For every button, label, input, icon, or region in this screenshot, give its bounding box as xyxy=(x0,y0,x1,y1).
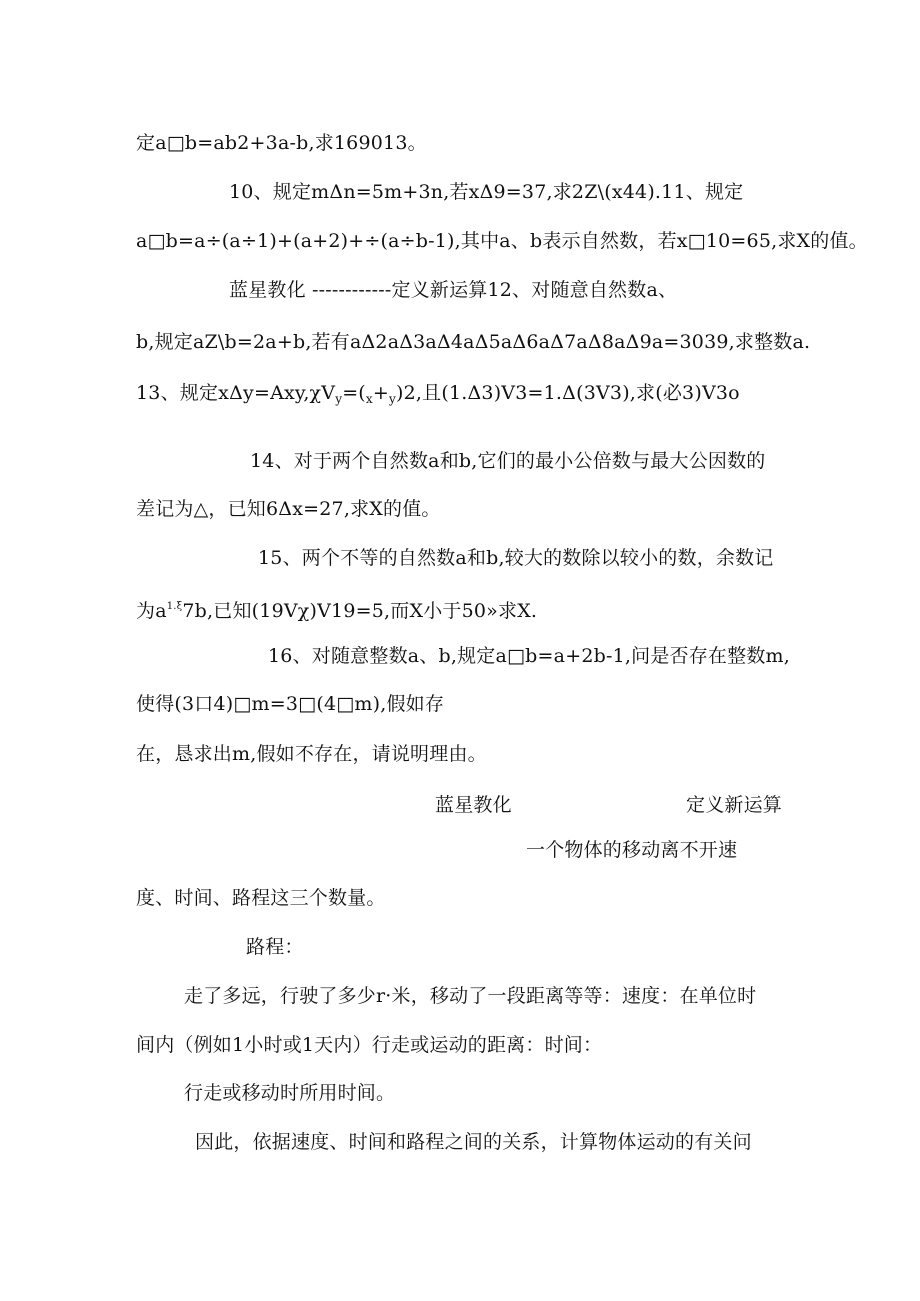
footer-section-title: 定义新运算 xyxy=(686,794,783,816)
text-line-7: 14、对于两个自然数a和b,它们的最小公倍数与最大公因数的 xyxy=(250,450,766,472)
text-line-13: 在，恳求出m,假如不存在，请说明理由。 xyxy=(136,743,487,765)
text-line-10-part-a: 为a xyxy=(136,600,167,622)
text-line-6-sub-y2: y xyxy=(389,392,396,406)
text-line-1: 定a□b=ab2+3a-b,求169013。 xyxy=(136,132,427,154)
text-line-20: 因此，依据速度、时间和路程之间的关系，计算物体运动的有关问 xyxy=(195,1131,752,1153)
text-line-6-sub-x: x xyxy=(365,392,373,406)
text-line-6-part-e: + xyxy=(372,382,390,404)
text-line-12: 使得(3口4)□m=3□(4□m),假如存 xyxy=(136,693,445,715)
text-line-4: 蓝星教化 ------------定义新运算12、对随意自然数a、 xyxy=(229,279,678,301)
text-line-2: 10、规定mΔn=5m+3n,若xΔ9=37,求2Z\(x44).11、规定 xyxy=(229,181,744,203)
text-line-3: a□b=a÷(a÷1)+(a+2)+÷(a÷b-1),其中a、b表示自然数，若x□10=65,求X的值。 xyxy=(136,230,868,252)
text-line-17: 走了多远，行驶了多少r·米，移动了一段距离等等：速度：在单位时 xyxy=(184,985,757,1007)
text-line-6-part-g: )2,且(1.Δ3)V3=1.Δ(3V3),求(必3)V3o xyxy=(396,382,740,404)
text-line-16: 路程： xyxy=(246,936,304,958)
text-line-14: 一个物体的移动离不开速 xyxy=(526,839,738,861)
text-line-10-part-b: 7b,已知(19Vχ)V19=5,而X小于50»求X. xyxy=(182,600,538,622)
text-line-6-part-c: =( xyxy=(342,382,366,404)
text-line-5: b,规定aZ\b=2a+b,若有aΔ2aΔ3aΔ4aΔ5aΔ6aΔ7aΔ8aΔ9a=3039,求整数a. xyxy=(136,331,811,353)
text-line-18: 间内（例如1小时或1天内）行走或运动的距离：时间： xyxy=(136,1034,603,1056)
text-line-9: 15、两个不等的自然数a和b,较大的数除以较小的数，余数记 xyxy=(258,547,774,569)
footer-brand: 蓝星教化 xyxy=(435,794,512,816)
text-line-6-part-a: 13、规定xΔy=Axy,χV xyxy=(136,382,336,404)
text-line-8: 差记为△，已知6Δx=27,求X的值。 xyxy=(136,498,441,520)
text-line-15: 度、时间、路程这三个数量。 xyxy=(136,887,386,909)
text-line-6-sub-y: y xyxy=(335,392,343,406)
text-line-19: 行走或移动时所用时间。 xyxy=(184,1082,396,1104)
text-line-11: 16、对随意整数a、b,规定a□b=a+2b-1,问是否存在整数m, xyxy=(268,645,790,667)
text-line-10-sup: 1.ξ xyxy=(166,601,183,612)
text-line-6 xyxy=(136,381,740,411)
text-line-10 xyxy=(136,595,537,623)
